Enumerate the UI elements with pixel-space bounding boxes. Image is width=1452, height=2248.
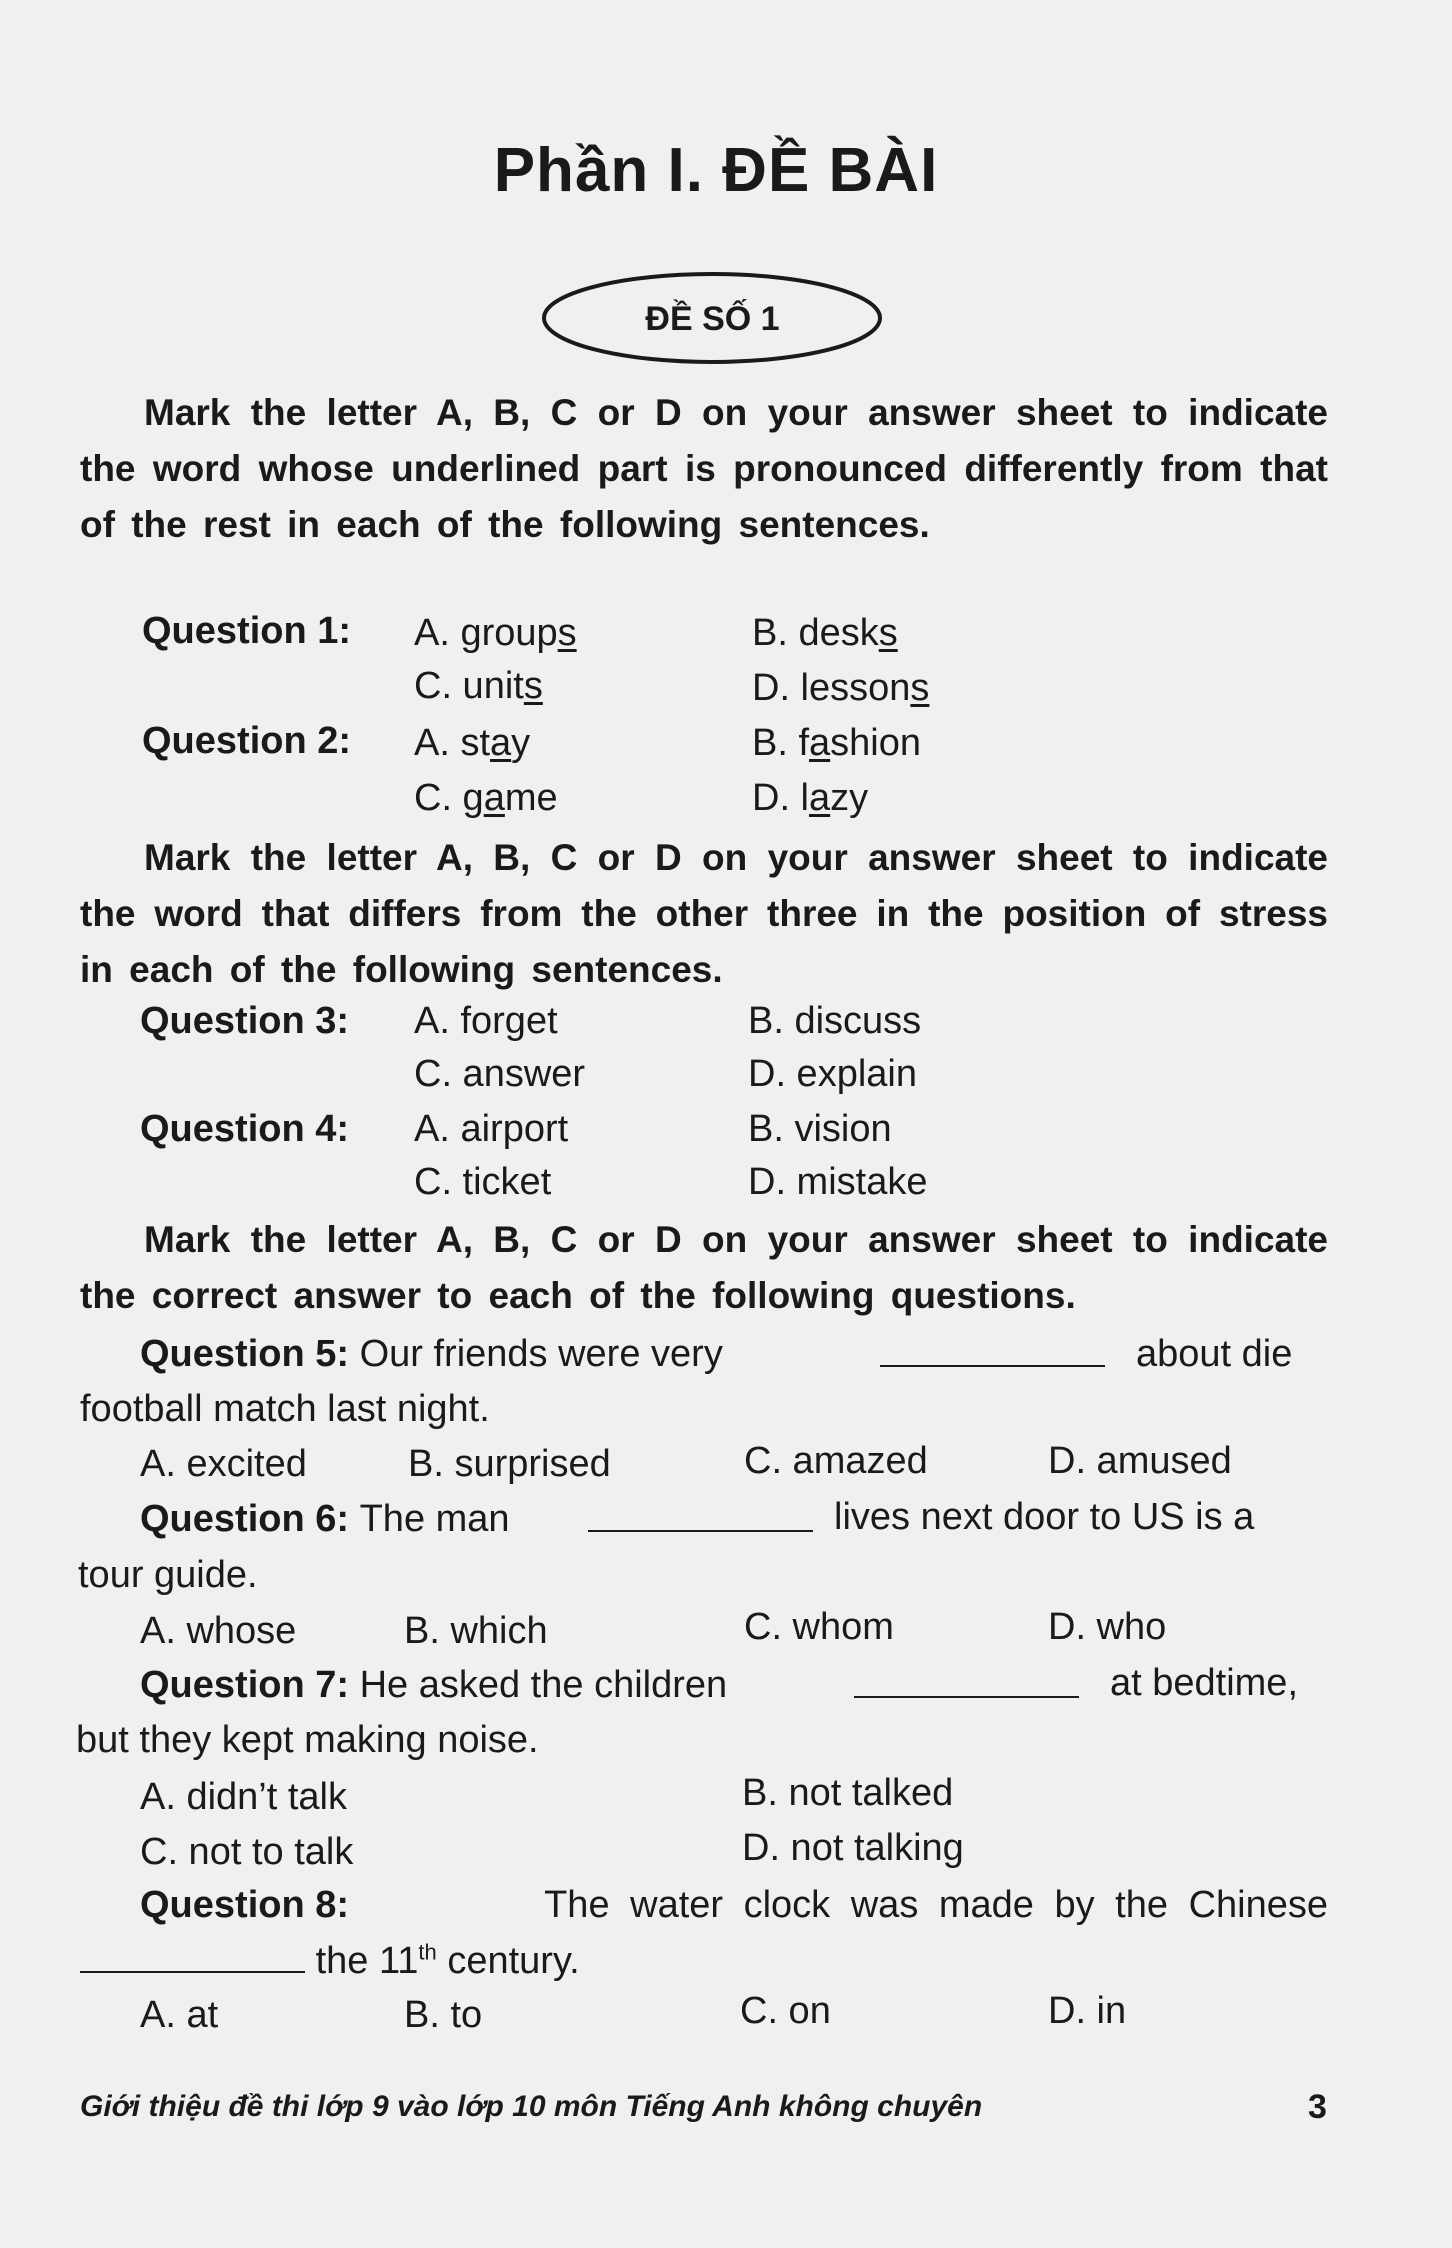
q7-option-d: D. not talking [742,1827,964,1869]
q1-option-a: A. groups [414,612,577,654]
q4-option-d: D. mistake [748,1161,928,1203]
instruction-pronunciation: Mark the letter A, B, C or D on your answer sheet to indicate the word whose underlined part is pronounced differently from that of the rest in each of the following sentences. [80,392,1328,545]
instruction-stress: Mark the letter A, B, C or D on your answer sheet to indicate the word that differs from the other three in the position of stress in each of the following sentences. [80,837,1328,990]
q6-text-after: lives next door to US is a [834,1496,1255,1538]
q3-option-b: B. discuss [748,1000,922,1042]
question-1-label: Question 1: [142,610,352,652]
q5-text-after: about die [1136,1333,1293,1375]
q5-blank [880,1333,1105,1377]
q3-option-c: C. answer [414,1053,586,1095]
q8-text-cont: the 11th century. [80,1939,580,1983]
q5-option-b: B. surprised [408,1443,611,1485]
q6-text-cont: tour guide. [78,1554,258,1596]
q3-option-d: D. explain [748,1053,917,1095]
q6-blank [588,1498,813,1542]
q3-option-a: A. forget [414,1000,558,1042]
question-5-stem: Question 5: Our friends were very [140,1333,723,1375]
q6-option-a: A. whose [140,1610,297,1652]
section-label: ĐỀ SỐ 1 [645,300,780,338]
q2-option-d: D. lazy [752,777,869,819]
q7-text-after: at bedtime, [1110,1662,1298,1704]
q6-option-c: C. whom [744,1606,894,1648]
q2-option-b: B. fashion [752,722,922,764]
question-4-label: Question 4: [140,1108,350,1150]
q5-option-c: C. amazed [744,1440,928,1482]
q2-option-a: A. stay [414,722,531,764]
q6-option-d: D. who [1048,1606,1167,1648]
q5-option-a: A. excited [140,1443,307,1485]
q7-blank [854,1664,1079,1708]
q4-option-b: B. vision [748,1108,892,1150]
page-title: Phần I. ĐỀ BÀI [493,136,939,205]
q2-option-c: C. game [414,777,558,819]
q5-text-cont: football match last night. [80,1388,490,1430]
q4-option-a: A. airport [414,1108,569,1150]
q1-option-b: B. desks [752,612,898,654]
q7-option-a: A. didn’t talk [140,1776,347,1818]
footer-book-title: Giới thiệu đề thi lớp 9 vào lớp 10 môn Tiếng Anh không chuyên [80,2090,983,2123]
question-2-label: Question 2: [142,720,352,762]
q6-option-b: B. which [404,1610,548,1652]
q8-option-a: A. at [140,1994,219,2036]
question-8-stem: Question 8: The water clock was made by the Chinese [140,1884,1328,1926]
question-7-stem: Question 7: He asked the children [140,1664,728,1706]
q8-text-1: The water clock was made by the Chinese [544,1884,1328,1926]
question-6-stem: Question 6: The man [140,1498,510,1540]
q4-option-c: C. ticket [414,1161,552,1203]
instruction-grammar: Mark the letter A, B, C or D on your answer sheet to indicate the correct answer to each of the following questions. [80,1219,1328,1316]
q8-option-d: D. in [1048,1990,1127,2032]
q8-option-b: B. to [404,1994,483,2036]
q7-text-cont: but they kept making noise. [76,1719,539,1761]
q1-option-c: C. units [414,665,543,707]
q7-option-c: C. not to talk [140,1831,354,1873]
q8-option-c: C. on [740,1990,831,2032]
q5-option-d: D. amused [1048,1440,1232,1482]
page-number: 3 [1308,2088,1327,2126]
q1-option-d: D. lessons [752,667,930,709]
q7-option-b: B. not talked [742,1772,954,1814]
question-3-label: Question 3: [140,1000,350,1042]
